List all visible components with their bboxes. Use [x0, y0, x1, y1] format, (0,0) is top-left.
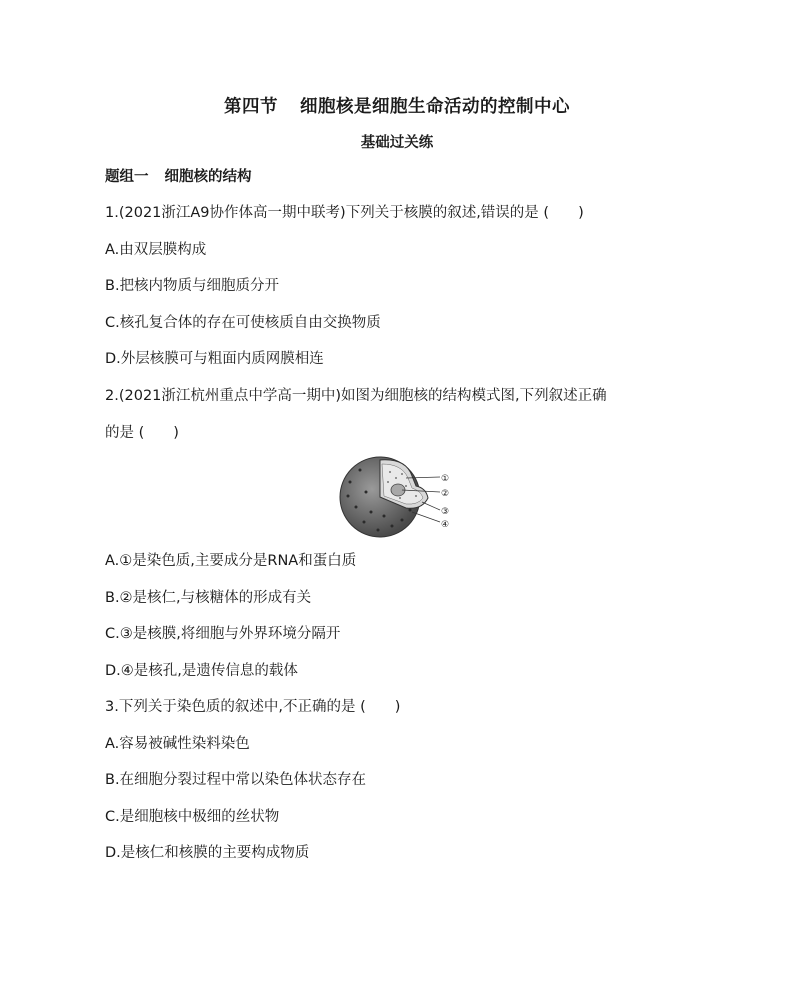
- page-title: [0, 93, 794, 118]
- question-3-stem: 3.下列关于染色质的叙述中,不正确的是 ( ): [105, 699, 401, 715]
- group-heading: [105, 167, 252, 187]
- question-3-option-b: B.在细胞分裂过程中常以染色体状态存在: [105, 772, 367, 788]
- page-subtitle: 基础过关练: [360, 135, 434, 151]
- nucleus-structure-diagram: [336, 452, 462, 542]
- question-2-stem: 2.(2021浙江杭州重点中学高一期中)如图为细胞核的结构模式图,下列叙述正确: [105, 388, 607, 404]
- question-1-option-a: A.由双层膜构成: [105, 242, 207, 258]
- question-3-option-d: D.是核仁和核膜的主要构成物质: [105, 845, 310, 861]
- question-3-option-a: A.容易被碱性染料染色: [105, 736, 250, 752]
- figure-label-1: ①: [441, 474, 450, 484]
- question-2-option-d: D.④是核孔,是遗传信息的载体: [105, 663, 298, 679]
- question-2-option-a: A.①是染色质,主要成分是RNA和蛋白质: [105, 553, 357, 569]
- question-1-option-c: C.核孔复合体的存在可使核质自由交换物质: [105, 315, 381, 331]
- answer-blank: ( ): [138, 425, 179, 441]
- answer-blank: ( ): [360, 699, 401, 715]
- question-2-stem-cont: 的是 ( ): [105, 425, 179, 441]
- question-2-option-c: C.③是核膜,将细胞与外界环境分隔开: [105, 626, 341, 642]
- question-1-stem: 1.(2021浙江A9协作体高一期中联考)下列关于核膜的叙述,错误的是 ( ): [105, 205, 584, 221]
- figure-label-3: ③: [441, 507, 450, 517]
- answer-blank: ( ): [543, 205, 584, 221]
- figure-label-2: ②: [441, 489, 450, 499]
- section-number: 第四节: [224, 97, 278, 117]
- question-1-option-d: D.外层核膜可与粗面内质网膜相连: [105, 351, 324, 367]
- question-3-option-c: C.是细胞核中极细的丝状物: [105, 809, 280, 825]
- group-label: 题组一: [105, 169, 149, 185]
- nucleus-illustration: [336, 452, 462, 542]
- group-name: 细胞核的结构: [164, 169, 252, 185]
- figure-label-4: ④: [441, 520, 450, 530]
- question-2-option-b: B.②是核仁,与核糖体的形成有关: [105, 590, 312, 606]
- question-1-option-b: B.把核内物质与细胞质分开: [105, 278, 280, 294]
- section-name: 细胞核是细胞生命活动的控制中心: [300, 97, 570, 117]
